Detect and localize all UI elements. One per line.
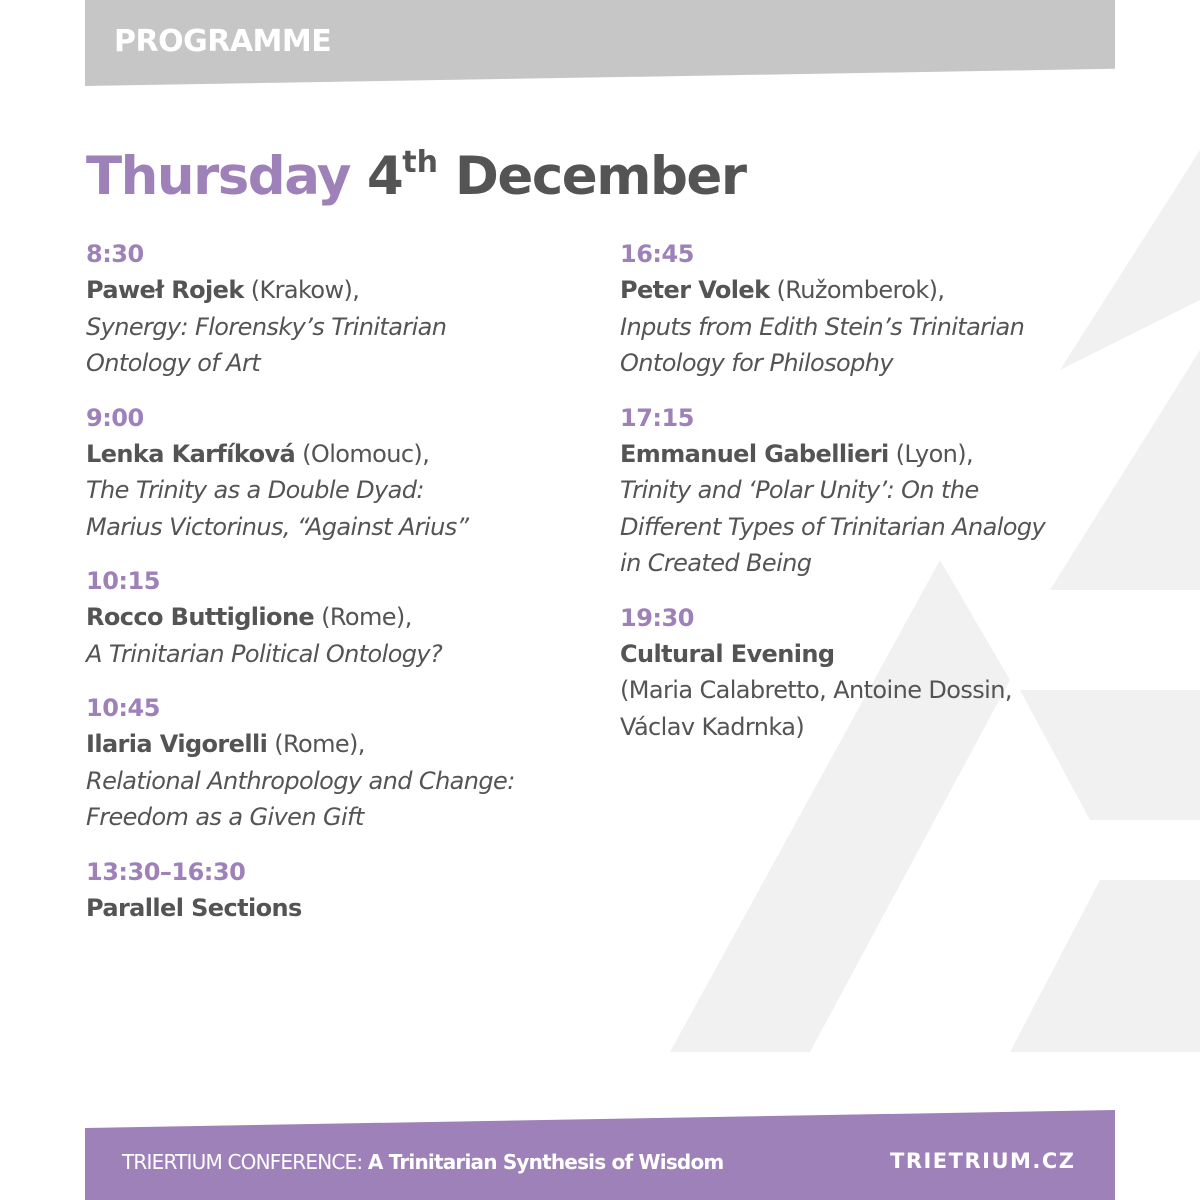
date-suffix: th — [402, 145, 438, 180]
session-name: Cultural Evening — [620, 639, 835, 668]
schedule-entry — [86, 400, 606, 546]
entry-time: 13:30–16:30 — [86, 857, 246, 886]
speaker-name: Paweł Rojek — [86, 276, 244, 304]
participants: (Maria Calabretto, Antoine Dossin, — [620, 676, 1012, 704]
speaker-name: Emmanuel Gabellieri — [620, 439, 889, 468]
speaker-line — [86, 436, 606, 473]
speaker-place: (Rome), — [314, 603, 412, 631]
talk-title: Ontology of Art — [86, 349, 261, 377]
speaker-name: Ilaria Vigorelli — [86, 730, 268, 758]
speaker-place: (Olomouc), — [295, 439, 430, 468]
schedule-entry — [620, 236, 1140, 382]
date-number: 4 — [366, 146, 403, 207]
talk-title: Ontology for Philosophy — [620, 349, 893, 377]
session-name: Parallel Sections — [86, 893, 302, 922]
day-title — [86, 146, 745, 206]
entry-time: 9:00 — [86, 403, 144, 432]
speaker-name: Lenka Karfíková — [86, 439, 296, 468]
schedule-entry — [86, 690, 606, 836]
schedule-entry — [86, 563, 606, 672]
footer-conference — [122, 1150, 723, 1174]
header-title: PROGRAMME — [114, 24, 332, 59]
month: December — [454, 146, 746, 207]
participants: Václav Kadrnka) — [620, 712, 805, 741]
speaker-line — [620, 436, 1140, 473]
schedule-entry — [86, 236, 606, 382]
talk-title: A Trinitarian Political Ontology? — [86, 639, 443, 668]
schedule-entry — [620, 400, 1140, 582]
speaker-place: (Krakow), — [243, 276, 360, 304]
entry-time: 16:45 — [620, 240, 694, 268]
schedule-entry — [86, 854, 606, 927]
website-link[interactable]: TRIETRIUM.CZ — [890, 1149, 1076, 1173]
speaker-line — [620, 272, 1140, 309]
schedule-left-column — [86, 236, 606, 944]
talk-title: in Created Being — [620, 549, 812, 577]
speaker-place: (Rome), — [267, 730, 365, 758]
talk-title: Marius Victorinus, “Against Arius” — [86, 512, 469, 541]
speaker-name: Peter Volek — [620, 276, 770, 304]
talk-title: Inputs from Edith Stein’s Trinitarian — [620, 312, 1025, 341]
talk-title: Relational Anthropology and Change: — [86, 766, 515, 795]
talk-title: Different Types of Trinitarian Analogy — [620, 512, 1046, 541]
schedule-right-column — [620, 236, 1140, 763]
entry-time: 17:15 — [620, 403, 694, 432]
speaker-line — [86, 890, 606, 927]
entry-time: 19:30 — [620, 603, 694, 632]
speaker-line — [86, 726, 606, 763]
talk-title: Synergy: Florensky’s Trinitarian — [86, 312, 447, 341]
talk-title: Freedom as a Given Gift — [86, 803, 364, 831]
weekday: Thursday — [86, 146, 350, 207]
conference-theme: A Trinitarian Synthesis of Wisdom — [367, 1150, 724, 1174]
entry-time: 10:45 — [86, 694, 160, 722]
schedule-entry — [620, 600, 1140, 746]
talk-title: Trinity and ‘Polar Unity’: On the — [620, 476, 979, 504]
talk-title: The Trinity as a Double Dyad: — [86, 476, 424, 504]
speaker-line — [86, 272, 606, 309]
entry-time: 8:30 — [86, 240, 144, 268]
conference-name: TRIERTIUM CONFERENCE: — [122, 1150, 368, 1174]
speaker-line — [620, 636, 1140, 673]
speaker-line — [86, 599, 606, 636]
speaker-name: Rocco Buttiglione — [86, 603, 315, 631]
speaker-place: (Lyon), — [888, 439, 974, 468]
speaker-place: (Ružomberok), — [769, 276, 945, 304]
entry-time: 10:15 — [86, 567, 160, 595]
